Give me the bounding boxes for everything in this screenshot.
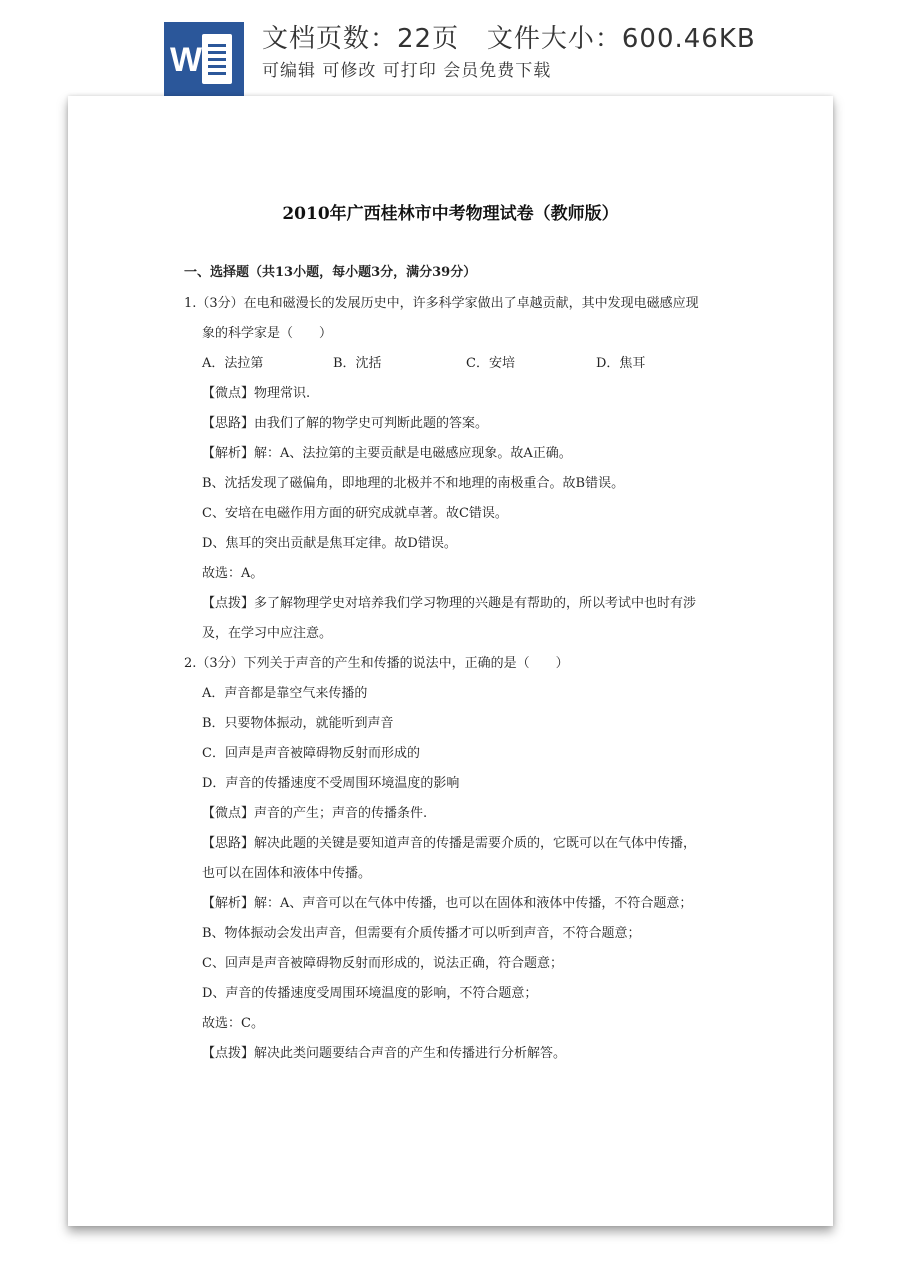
- document-title: 2010年广西桂林市中考物理试卷（教师版）: [282, 204, 619, 224]
- question-2-stem: 2.（3分）下列关于声音的产生和传播的说法中，正确的是（ ）: [184, 656, 569, 671]
- question-1-option-c: C．安培: [466, 356, 515, 371]
- question-2-approach-cont: 也可以在固体和液体中传播。: [202, 866, 372, 881]
- question-1-stem-cont: 象的科学家是（ ）: [202, 326, 333, 341]
- question-1-approach: 【思路】由我们了解的物学史可判断此题的答案。: [202, 416, 489, 431]
- question-2-option-a: A．声音都是靠空气来传播的: [202, 686, 368, 701]
- question-1-analysis-b: B、沈括发现了磁偏角，即地理的北极并不和地理的南极重合。故B错误。: [202, 476, 625, 491]
- question-1-stem: 1.（3分）在电和磁漫长的发展历史中，许多科学家做出了卓越贡献，其中发现电磁感应现: [184, 296, 699, 311]
- question-1-analysis-d: D、焦耳的突出贡献是焦耳定律。故D错误。: [202, 536, 457, 551]
- question-2-option-c: C．回声是声音被障碍物反射而形成的: [202, 746, 420, 761]
- word-document-icon: [164, 22, 244, 96]
- question-1-knowledge-point: 【微点】物理常识.: [202, 386, 311, 401]
- question-2-approach: 【思路】解决此题的关键是要知道声音的传播是需要介质的，它既可以在气体中传播，: [202, 836, 697, 851]
- question-2-analysis-d: D、声音的传播速度受周围环境温度的影响，不符合题意；: [202, 986, 538, 1001]
- question-2-analysis: 【解析】解：A、声音可以在气体中传播，也可以在固体和液体中传播，不符合题意；: [202, 896, 693, 911]
- question-1-option-b: B．沈括: [333, 356, 382, 371]
- question-1-analysis-c: C、安培在电磁作用方面的研究成就卓著。故C错误。: [202, 506, 508, 521]
- question-2-analysis-b: B、物体振动会发出声音，但需要有介质传播才可以听到声音，不符合题意；: [202, 926, 641, 941]
- word-letter: W: [170, 41, 203, 79]
- document-page: [68, 96, 833, 1226]
- question-1-answer: 故选：A。: [202, 566, 264, 581]
- question-2-answer: 故选：C。: [202, 1016, 264, 1031]
- question-1-analysis: 【解析】解：A、法拉第的主要贡献是电磁感应现象。故A正确。: [202, 446, 572, 461]
- question-1-option-d: D．焦耳: [596, 356, 646, 371]
- question-2-tip: 【点拨】解决此类问题要结合声音的产生和传播进行分析解答。: [202, 1046, 567, 1061]
- document-features: 可编辑 可修改 可打印 会员免费下载: [262, 61, 552, 81]
- question-2-knowledge-point: 【微点】声音的产生；声音的传播条件.: [202, 806, 428, 821]
- question-2-option-d: D．声音的传播速度不受周围环境温度的影响: [202, 776, 460, 791]
- question-1-tip-cont: 及，在学习中应注意。: [202, 626, 333, 641]
- section-heading: 一、选择题（共13小题，每小题3分，满分39分）: [184, 265, 477, 280]
- question-1-option-a: A．法拉第: [202, 356, 264, 371]
- question-2-analysis-c: C、回声是声音被障碍物反射而形成的，说法正确，符合题意；: [202, 956, 563, 971]
- question-2-option-b: B．只要物体振动，就能听到声音: [202, 716, 394, 731]
- download-info-banner: [0, 0, 900, 100]
- document-stats: 文档页数：22页 文件大小：600.46KB: [262, 24, 756, 54]
- question-1-tip: 【点拨】多了解物理学史对培养我们学习物理的兴趣是有帮助的，所以考试中也时有涉: [202, 596, 697, 611]
